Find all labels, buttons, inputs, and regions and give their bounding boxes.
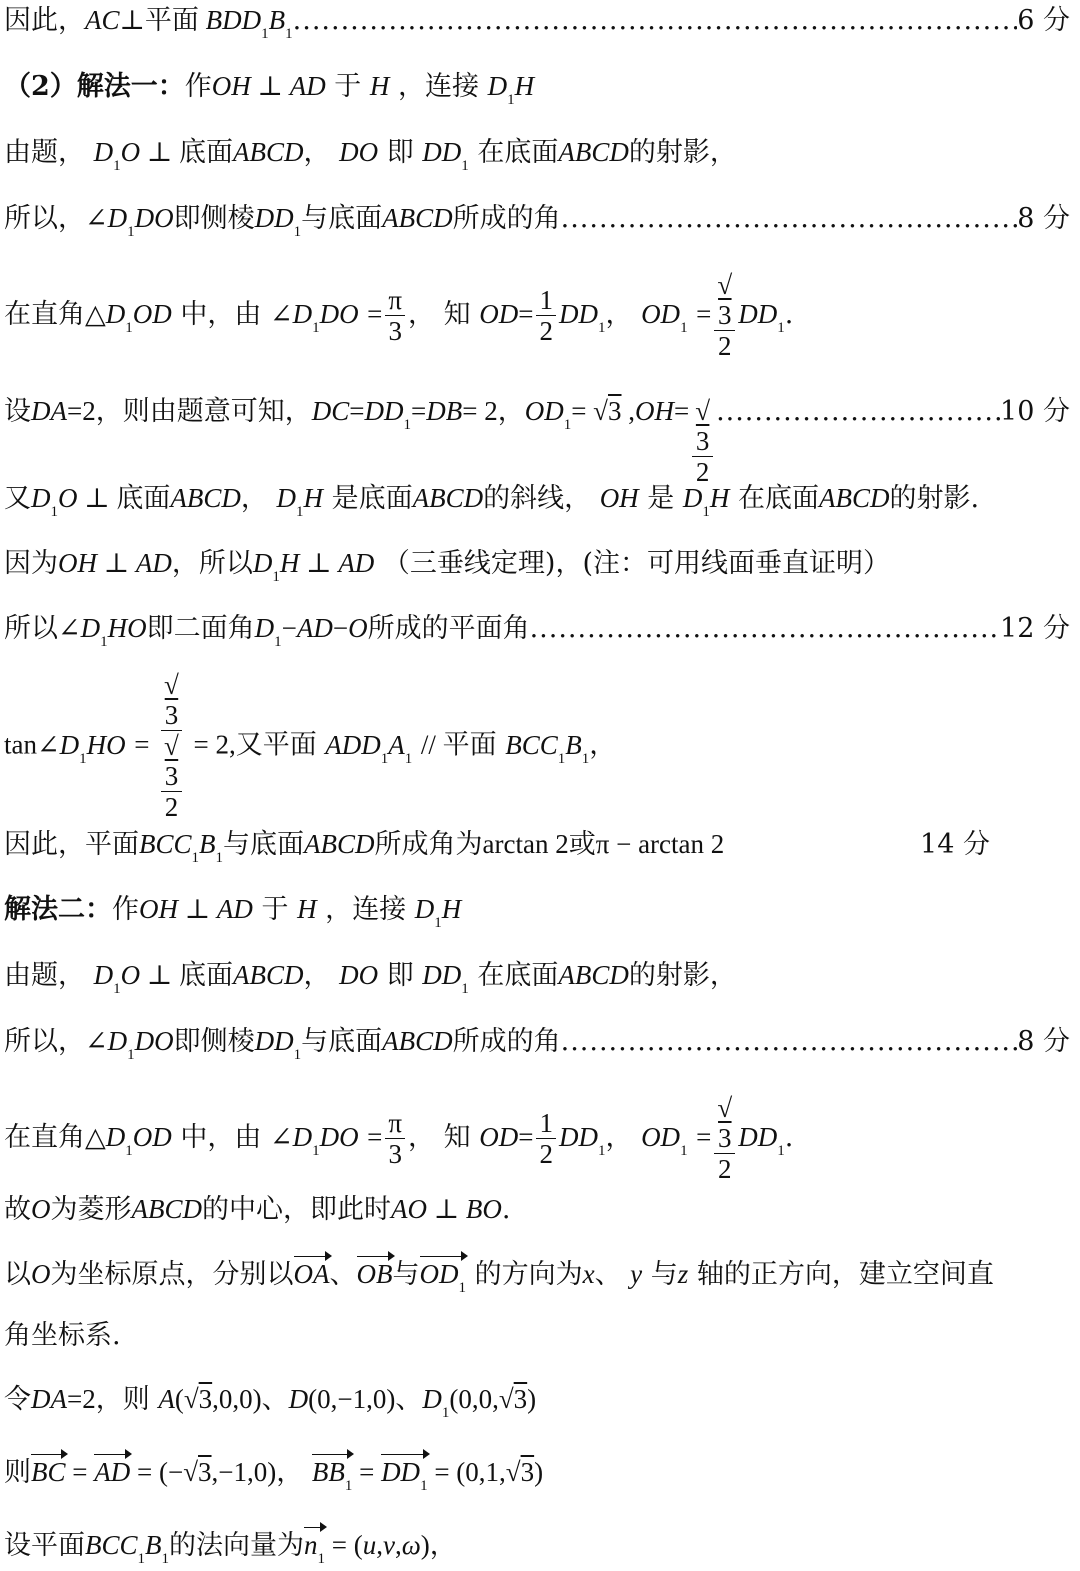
- method-heading: 解法二：: [4, 894, 112, 925]
- leader-dots: [561, 1024, 1018, 1060]
- text: 以: [4, 1259, 31, 1290]
- math: AC: [85, 5, 120, 35]
- line-16: 故O为菱形ABCD的中心，即此时AO ⊥ BO.: [4, 1194, 511, 1225]
- text: 中，由: [180, 299, 262, 330]
- text: 因为: [4, 548, 58, 579]
- text: 或: [568, 829, 596, 860]
- text: 所成角为: [374, 829, 483, 860]
- line-6: 设 DA =2 ，则由题意可知， DC = $DD_1$ = DB = 2 ， $OD_1$ = √3 , OH = √ 3 2 ..... 10 分: [4, 376, 1070, 487]
- method-heading: （2）解法一：: [4, 71, 185, 102]
- line-10: $\tan\angle D_1HO$ = √ 3 √ 3 2 = 2,又平面 $ADD_1A_1$ // 平面 $BCC_1B_1$，: [4, 670, 617, 822]
- text: 在底面: [477, 960, 559, 991]
- text: 的法向量为: [169, 1530, 305, 1561]
- text: 是底面: [331, 483, 413, 514]
- line-17: 以O为坐标原点，分别以OA、OB与$OD_1$ 的方向为x、 y 与z 轴的正方向，建立空间直: [4, 1256, 1070, 1297]
- text: 设平面: [4, 1530, 85, 1561]
- leader-dots: [716, 377, 1000, 447]
- line-21: 设平面$BCC_1B_1$的法向量为$n_1 = (u,v,\omega)$，: [4, 1527, 1070, 1568]
- line-1: 因此， AC ⊥ 平面 $BDD_1B_1$ ..... 6 分: [4, 2, 1070, 43]
- line-5: 在直角$\triangle D_1OD$ 中，由 $\angle D_1DO$ = $\frac{\pi}{3}$ ， 知 OD= $\frac{1}{2}$ $DD_1$， $OD_1$ = √ 3 2 $DD_1$.: [4, 270, 794, 361]
- text: ，则由题意可知，: [95, 396, 312, 427]
- line-4: 所以， $\angle D_1DO$ 即侧棱 $DD_1$ 与底面 ABCD 所成的角 ..... 8 分: [4, 200, 1070, 241]
- text: 底面: [179, 960, 233, 991]
- text: 轴的正方向，建立空间直: [696, 1259, 994, 1290]
- text: 所以，: [4, 203, 85, 234]
- text: 角坐标系.: [4, 1320, 121, 1351]
- text: 与: [392, 1259, 420, 1290]
- line-14: 所以， $\angle D_1DO$ 即侧棱 $DD_1$ 与底面 ABCD 所成的角 ..... 8 分: [4, 1023, 1070, 1064]
- text: 与底面: [223, 829, 305, 860]
- text: 即侧棱: [173, 203, 255, 234]
- text: 作: [184, 71, 212, 102]
- text: （三垂线定理)，(注：可用线面垂直证明）: [382, 548, 890, 579]
- text: 底面: [116, 483, 171, 514]
- line-3: 由题， $D_1O$ ⊥ 底面ABCD， DO 即 $DD_1$ 在底面ABCD的射影，: [4, 137, 737, 174]
- line-15: 在直角$\triangle D_1OD$ 中，由 $\angle D_1DO$ = $\frac{\pi}{3}$ ， 知 OD= $\frac{1}{2}$ $DD_1$， $OD_1$ = √ 3 2 $DD_1$.: [4, 1093, 794, 1184]
- text: 又平面: [235, 729, 317, 761]
- text: 即: [386, 137, 414, 168]
- leader-dots: [293, 3, 1018, 39]
- text: 为坐标原点，分别以: [50, 1259, 294, 1290]
- line-11: 因此， 平面 $BCC_1B_1$ 与底面 ABCD 所成角为 arctan 2 或 π − arctan 2 14 分: [4, 829, 990, 866]
- text: 连接: [424, 71, 479, 102]
- text: 所以，: [4, 1026, 85, 1057]
- text: 的射影.: [889, 483, 980, 514]
- text: 的射影，: [628, 137, 737, 168]
- text: 平面: [144, 5, 199, 36]
- text: 于: [261, 894, 289, 925]
- text: 连接: [352, 894, 407, 925]
- leader-dots: [561, 201, 1018, 237]
- text: 因此，: [4, 829, 85, 860]
- text: 与: [650, 1259, 678, 1290]
- text: 故: [4, 1194, 31, 1225]
- text: 的射影，: [628, 960, 737, 991]
- text: 在底面: [477, 137, 559, 168]
- score-label: 12 分: [1000, 613, 1070, 644]
- text: 由题，: [4, 960, 85, 991]
- text: 的中心，即此时: [202, 1194, 391, 1225]
- text: 、: [329, 1259, 357, 1290]
- leader-dots: [530, 611, 1000, 647]
- text: 作: [112, 894, 139, 925]
- text: 、: [395, 1384, 423, 1415]
- text: 即侧棱: [173, 1026, 255, 1057]
- line-12: 解法二：作OH ⊥ AD 于 H ，连接 $D_1H$: [4, 894, 462, 931]
- text: 平面: [442, 729, 497, 761]
- text: 中，由: [180, 1122, 262, 1153]
- text: 是: [647, 483, 675, 514]
- text: 为菱形: [50, 1194, 132, 1225]
- text: 的方向为: [474, 1259, 583, 1290]
- line-9: 所以 $\angle D_1HO$ 即二面角 $D_1$ − AD − O 所成的平面角 ..... 12 分: [4, 610, 1070, 651]
- line-20: 则BC = AD = (−√3,−1,0)， $BB_1 = DD_1 = (0,1,√3)$: [4, 1454, 1070, 1495]
- score-label: 10 分: [1000, 396, 1070, 427]
- text: 令: [4, 1384, 31, 1415]
- text: 即: [386, 960, 414, 991]
- score-label: 6 分: [1017, 5, 1070, 36]
- text: 所以: [4, 613, 58, 644]
- text: 设: [4, 396, 31, 427]
- line-8: 因为OH ⊥ AD，所以$D_1H$ ⊥ AD （三垂线定理)，(注：可用线面垂直证明）: [4, 548, 890, 585]
- text: 因此，: [4, 5, 85, 36]
- text: ，所以: [171, 548, 253, 579]
- line-19: 令DA=2，则 A(√3,0,0)、D(0,−1,0)、$D_1(0,0,√3)$: [4, 1384, 537, 1421]
- text: ，则: [95, 1384, 150, 1415]
- text: 的斜线，: [483, 483, 592, 514]
- text: 所成的角: [452, 203, 561, 234]
- text: 于: [334, 71, 362, 102]
- line-7: 又$D_1O$ ⊥ 底面ABCD， $D_1H$ 是底面ABCD的斜线， OH 是 $D_1H$ 在底面ABCD的射影.: [4, 483, 980, 520]
- text: 在底面: [737, 483, 819, 514]
- line-2: （2）解法一：作OH ⊥ AD 于 H ，连接 $D_1H$: [4, 71, 535, 108]
- text: 在直角: [4, 299, 85, 330]
- text: 与底面: [301, 1026, 383, 1057]
- text: 即二面角: [146, 613, 255, 644]
- text: 所成的平面角: [367, 613, 530, 644]
- text: 则: [4, 1457, 31, 1488]
- line-18: [4, 1318, 1070, 1354]
- text: 平面: [85, 829, 139, 860]
- text: 与底面: [301, 203, 383, 234]
- score-label: 8 分: [1017, 203, 1070, 234]
- text: 、: [261, 1384, 289, 1415]
- math: $BDD_1B_1$: [198, 5, 293, 42]
- score-label: 14 分: [920, 829, 990, 860]
- text: 知: [443, 299, 471, 330]
- text: 底面: [179, 137, 233, 168]
- score-label: 8 分: [1017, 1026, 1070, 1057]
- text: 所成的角: [452, 1026, 561, 1057]
- text: 又: [4, 483, 31, 514]
- text: 知: [443, 1122, 471, 1153]
- text: 、: [594, 1259, 622, 1290]
- text: 由题，: [4, 137, 85, 168]
- text: 在直角: [4, 1122, 85, 1153]
- line-13: 由题， $D_1O$ ⊥ 底面ABCD， DO 即 $DD_1$ 在底面ABCD的射影，: [4, 960, 737, 997]
